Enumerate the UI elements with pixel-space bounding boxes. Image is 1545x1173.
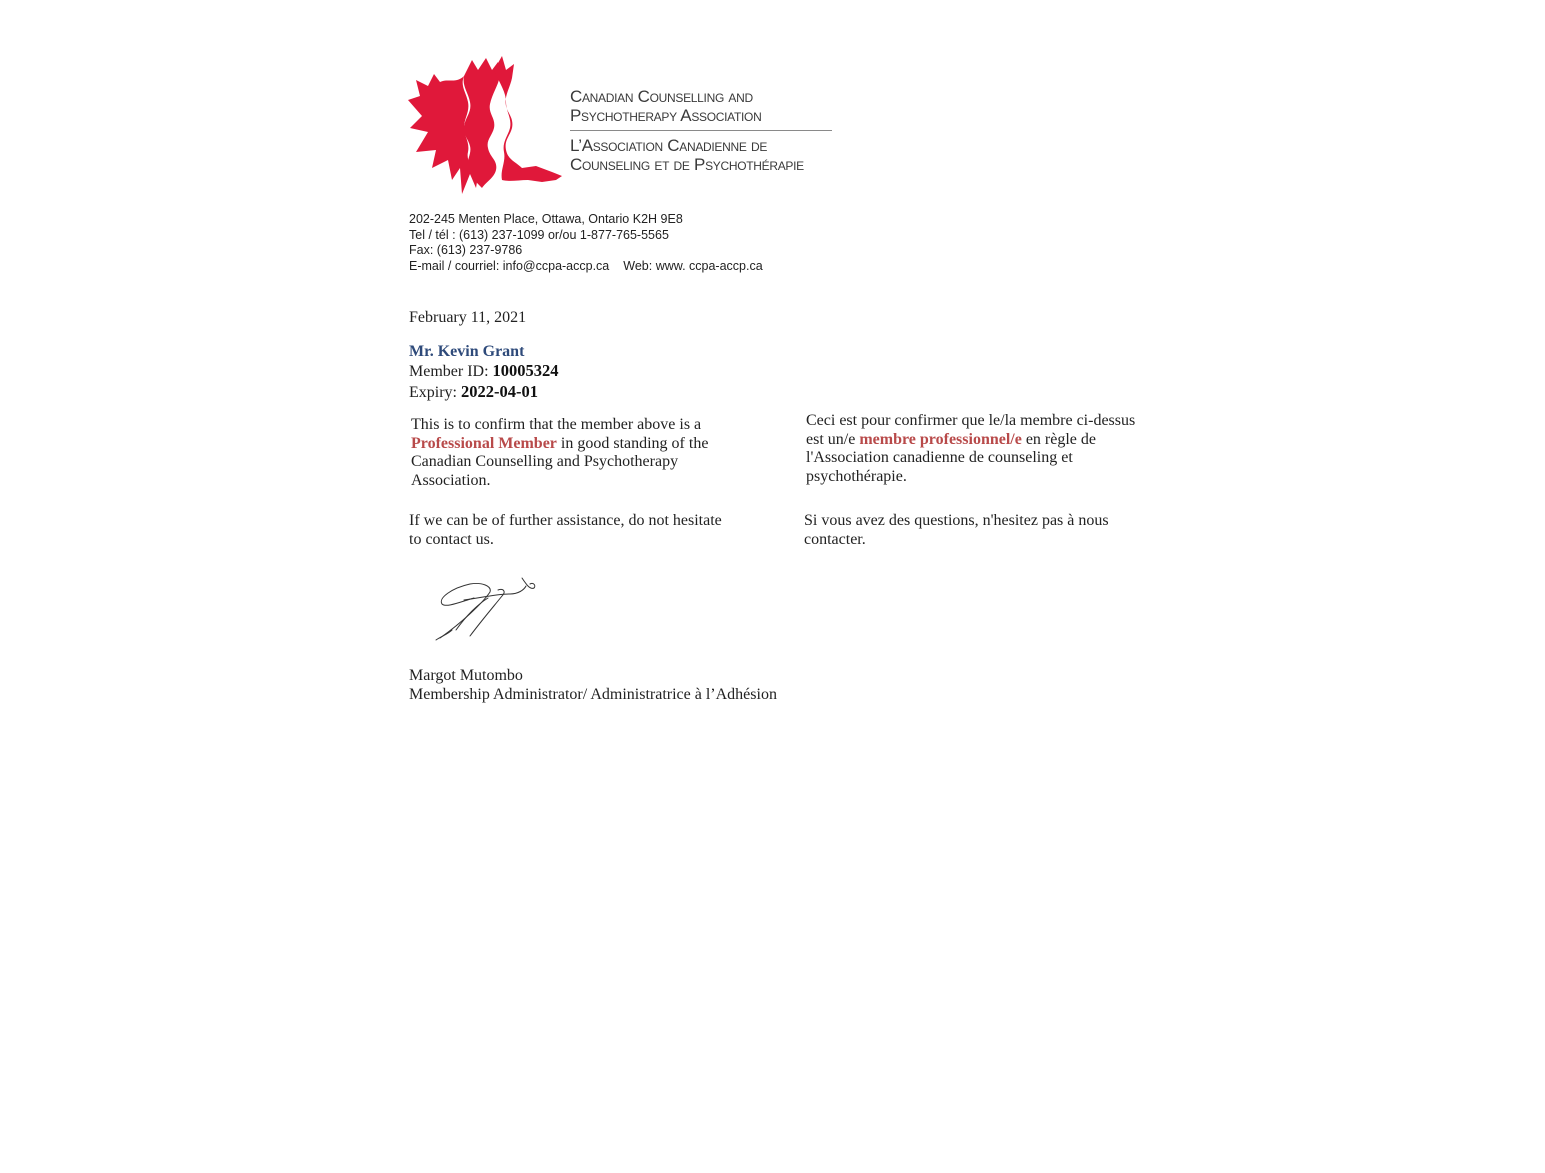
assistance-paragraph-fr: Si vous avez des questions, n'hesitez pas à nous contacter. [804, 512, 1109, 548]
member-name: Mr. Kevin Grant [409, 343, 525, 360]
signer-name: Margot Mutombo [409, 667, 523, 684]
association-name [570, 88, 832, 175]
fax-line: Fax: (613) 237-9786 [409, 243, 523, 257]
web-text: Web: www. ccpa-accp.ca [623, 258, 763, 273]
member-id-label: Member ID: [409, 363, 489, 380]
signature-icon [430, 576, 542, 642]
contact-block [409, 212, 763, 274]
logo-name-en-line1: Canadian Counselling and [570, 87, 753, 106]
handwritten-signature [430, 576, 542, 642]
membership-type-fr: membre professionnel/e [859, 430, 1022, 448]
confirmation-fr-part2: en règle de l'Association canadienne de counseling et psychothérapie. [806, 430, 1097, 485]
confirmation-paragraph-en [411, 416, 751, 490]
signer-title: Membership Administrator/ Administratrice à l’Adhésion [409, 685, 777, 703]
expiry-label: Expiry: [409, 384, 457, 401]
letter-date: February 11, 2021 [409, 309, 527, 326]
member-id-row [409, 361, 559, 381]
confirmation-en-part1: This is to confirm that the member above is a [411, 416, 702, 433]
maple-leaf-faces-icon [406, 56, 564, 198]
expiry-row [409, 382, 538, 402]
email-text: E-mail / courriel: info@ccpa-accp.ca [409, 258, 610, 273]
logo-divider [570, 130, 832, 131]
address-line: 202-245 Menten Place, Ottawa, Ontario K2H 9E8 [409, 212, 683, 226]
logo-name-en-line2: Psychotherapy Association [570, 106, 762, 125]
signer-block [409, 667, 777, 704]
logo-name-fr-line2: Counseling et de Psychothérapie [570, 155, 804, 174]
confirmation-en-part2: in good standing of the Canadian Counselling and Psychotherapy Association. [411, 434, 709, 489]
confirmation-fr-part1: Ceci est pour confirmer que le/la membre ci-dessus est un/e [806, 412, 1136, 448]
membership-type-en: Professional Member [411, 434, 557, 452]
logo-name-fr-line1: L’Association Canadienne de [570, 136, 768, 155]
assistance-paragraph-en: If we can be of further assistance, do not hesitate to contact us. [409, 512, 722, 548]
confirmation-paragraph-fr [806, 412, 1146, 486]
expiry-value: 2022-04-01 [461, 382, 538, 401]
member-id-value: 10005324 [492, 361, 559, 380]
association-logo [406, 56, 564, 198]
phone-line: Tel / tél : (613) 237-1099 or/ou 1-877-765-5565 [409, 227, 669, 242]
email-web-line [409, 259, 763, 275]
